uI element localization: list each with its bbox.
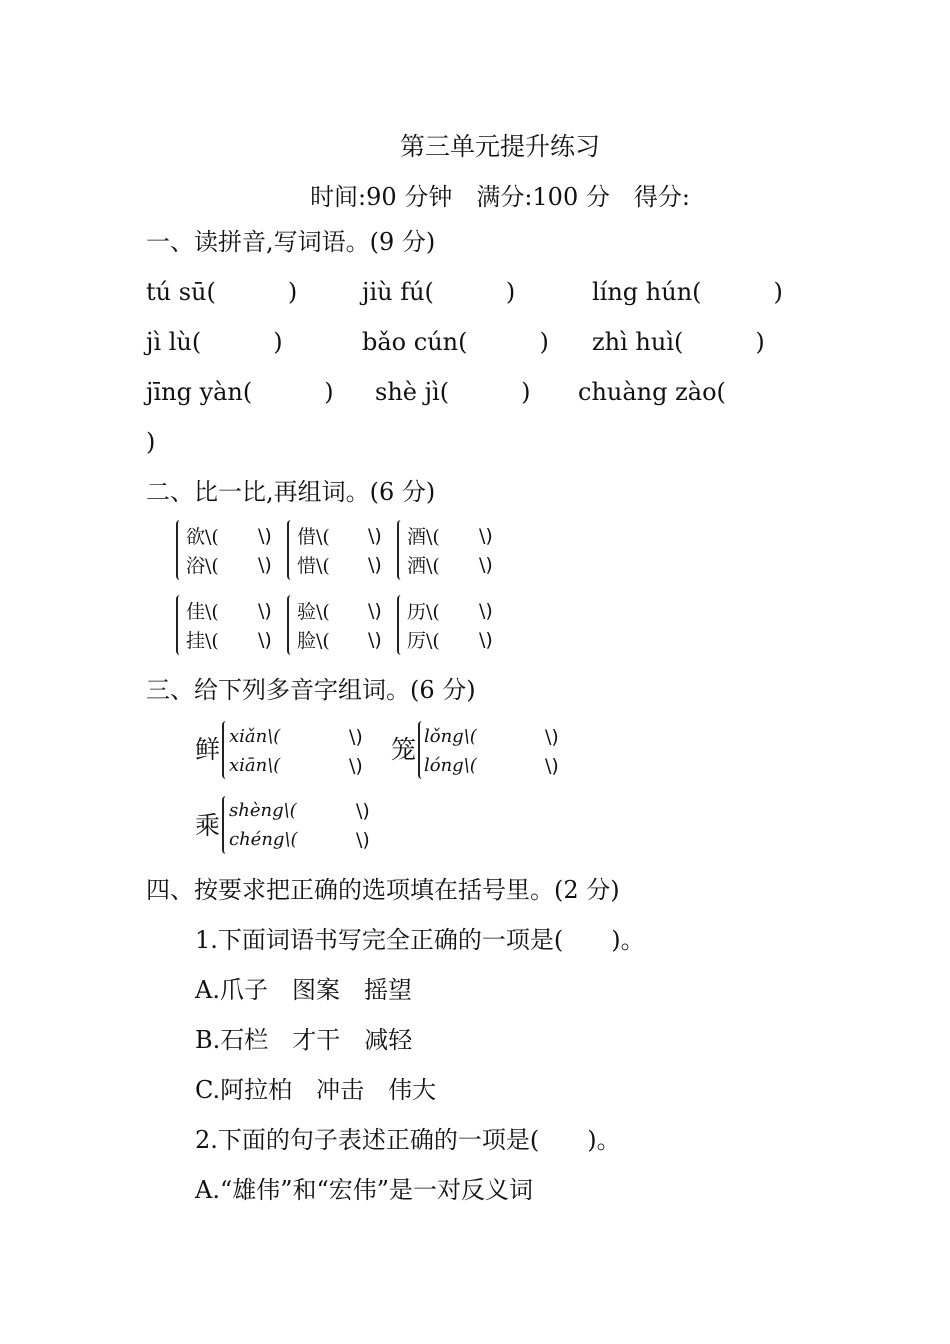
compare-char: 洒\( <box>407 555 440 577</box>
compare-char: 挂\( <box>186 630 219 652</box>
brace <box>176 595 180 655</box>
compare-char: 欲\( <box>186 526 219 548</box>
exam-info: 时间:90 分钟 满分:100 分 得分: <box>310 183 690 211</box>
brace <box>287 595 291 655</box>
section1-heading: 一、读拼音,写词语。(9 分) <box>146 228 436 256</box>
pinyin-item: chuàng zào( <box>578 378 726 406</box>
pinyin-item: tú sū( ) <box>146 278 298 306</box>
option-b: B.石栏 才干 减轻 <box>195 1026 413 1054</box>
pinyin-item: jiù fú( ) <box>362 278 516 306</box>
compare-char: 酒\( <box>407 526 440 548</box>
close-paren: \) <box>479 629 493 651</box>
brace <box>222 721 226 779</box>
close-paren: \) <box>349 755 363 777</box>
page-title: 第三单元提升练习 <box>399 132 600 161</box>
option-a: A.“雄伟”和“宏伟”是一对反义词 <box>195 1176 534 1204</box>
pinyin-item: zhì huì( ) <box>592 328 765 356</box>
close-paren: \) <box>356 800 370 822</box>
close-paren: \) <box>368 629 382 651</box>
wrapped-paren: ) <box>146 428 156 456</box>
section3-heading: 三、给下列多音字组词。(6 分) <box>146 676 476 704</box>
compare-char: 惜\( <box>297 555 330 577</box>
compare-char: 验\( <box>297 601 330 623</box>
close-paren: \) <box>368 600 382 622</box>
polyphone-char: 笼 <box>391 735 417 764</box>
close-paren: \) <box>258 525 272 547</box>
close-paren: \) <box>258 600 272 622</box>
close-paren: \) <box>258 629 272 651</box>
close-paren: \) <box>479 600 493 622</box>
compare-char: 借\( <box>297 526 330 548</box>
brace <box>397 595 401 655</box>
polyphone-char: 乘 <box>195 811 221 840</box>
close-paren: \) <box>545 726 559 748</box>
brace <box>418 721 422 779</box>
brace <box>287 520 291 580</box>
compare-char: 佳\( <box>186 601 219 623</box>
reading: lóng\( <box>424 755 477 776</box>
pinyin-item: bǎo cún( ) <box>362 328 549 356</box>
close-paren: \) <box>356 829 370 851</box>
close-paren: \) <box>545 755 559 777</box>
compare-char: 历\( <box>407 601 440 623</box>
reading: xiǎn\( <box>229 726 281 747</box>
compare-char: 脸\( <box>297 630 330 652</box>
brace <box>176 520 180 580</box>
close-paren: \) <box>479 525 493 547</box>
pinyin-item: jì lù( ) <box>146 328 283 356</box>
close-paren: \) <box>479 554 493 576</box>
pinyin-item: líng hún( ) <box>592 278 783 306</box>
brace <box>397 520 401 580</box>
close-paren: \) <box>368 554 382 576</box>
polyphone-char: 鲜 <box>195 735 221 764</box>
close-paren: \) <box>349 726 363 748</box>
pinyin-item: jīng yàn( ) <box>146 378 334 406</box>
close-paren: \) <box>368 525 382 547</box>
reading: xiān\( <box>229 755 281 776</box>
option-c: C.阿拉柏 冲击 伟大 <box>195 1076 437 1104</box>
question-2: 2.下面的句子表述正确的一项是( )。 <box>195 1126 621 1154</box>
close-paren: \) <box>258 554 272 576</box>
reading: lǒng\( <box>424 726 477 747</box>
section2-heading: 二、比一比,再组词。(6 分) <box>146 478 436 506</box>
pinyin-item: shè jì( ) <box>375 378 531 406</box>
question-1: 1.下面词语书写完全正确的一项是( )。 <box>195 926 645 954</box>
brace <box>222 796 226 854</box>
section4-heading: 四、按要求把正确的选项填在括号里。(2 分) <box>146 876 620 904</box>
reading: chéng\( <box>229 829 298 850</box>
compare-char: 厉\( <box>407 630 440 652</box>
reading: shèng\( <box>229 800 297 821</box>
option-a: A.爪子 图案 摇望 <box>195 976 412 1004</box>
compare-char: 浴\( <box>186 555 219 577</box>
